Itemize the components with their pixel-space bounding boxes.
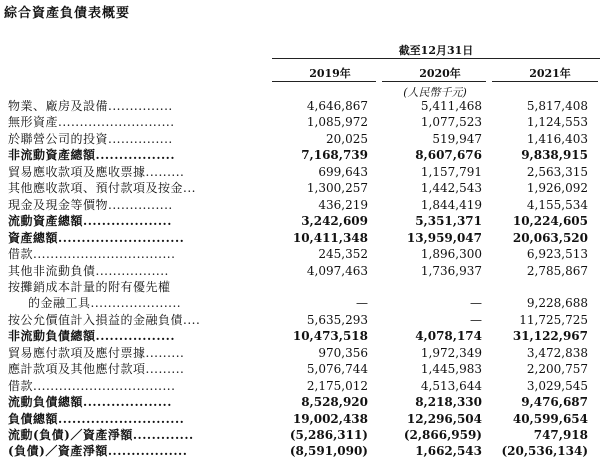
- table-row: [0, 114, 600, 130]
- leader-dots: ...........................: [58, 411, 185, 426]
- leader-dots: ...........................: [58, 230, 185, 245]
- period-rule: [272, 58, 600, 59]
- value-2021: 3,472,838: [526, 345, 588, 360]
- leader-dots: ...............: [108, 99, 173, 113]
- table-row: [0, 443, 600, 459]
- value-2021: 40,599,654: [512, 411, 588, 426]
- table-row: [0, 213, 600, 229]
- value-2020: 1,157,791: [420, 164, 482, 179]
- table-row: [0, 328, 600, 344]
- value-2020: 1,736,937: [420, 263, 482, 278]
- leader-dots: .............: [132, 428, 194, 442]
- value-2019: 1,300,257: [306, 181, 368, 196]
- leader-dots: .........: [145, 164, 185, 179]
- row-label: [8, 98, 173, 114]
- leader-dots: ...............: [108, 131, 173, 146]
- row-label-text: 現金及現金等價物: [8, 197, 109, 212]
- row-label-text: 流動資產總額: [8, 214, 84, 229]
- row-label: [8, 131, 173, 147]
- table-row: [0, 361, 600, 377]
- value-2020: 1,442,543: [420, 181, 482, 196]
- row-label: [8, 213, 172, 229]
- value-2019: 19,002,438: [292, 411, 368, 426]
- value-2019: (8,591,090): [289, 444, 368, 459]
- row-label-text: 資產總額: [8, 230, 59, 245]
- value-2021: 2,785,867: [526, 263, 588, 278]
- value-2021: 31,122,967: [512, 329, 588, 344]
- value-2019: 245,352: [318, 247, 368, 262]
- value-2020: 5,351,371: [415, 214, 482, 229]
- value-2020: 1,662,543: [415, 444, 482, 459]
- value-2021: 10,224,605: [512, 214, 588, 229]
- value-2021: 6,923,513: [526, 247, 588, 262]
- value-2019: (5,286,311): [289, 428, 368, 442]
- value-2021: (20,536,134): [501, 444, 588, 459]
- value-2020: 5,411,468: [420, 99, 482, 113]
- value-2019: 10,411,348: [292, 230, 368, 245]
- table-row: [0, 147, 600, 163]
- row-label-text: 非流動負債總額: [8, 329, 96, 344]
- table-row: [0, 427, 600, 443]
- leader-dots: .....................: [90, 296, 182, 311]
- value-2019: 2,175,012: [306, 378, 368, 393]
- table-row: [0, 180, 600, 196]
- value-2021: 4,155,534: [526, 197, 588, 212]
- row-label: [8, 443, 187, 459]
- value-2021: 2,200,757: [526, 362, 588, 377]
- row-label: [8, 361, 184, 377]
- row-label-text: 非流動資產總額: [8, 148, 96, 163]
- table-row: [0, 394, 600, 410]
- value-2021: 3,029,545: [526, 378, 588, 393]
- leader-dots: ...................: [83, 214, 172, 229]
- leader-dots: .................................: [33, 247, 176, 262]
- table-row: [0, 312, 600, 328]
- row-label: [8, 114, 175, 130]
- row-label-text: 貿易應收款項及應收票據: [8, 164, 146, 179]
- column-header-2020: 2020年: [419, 67, 461, 80]
- value-2019: —: [356, 296, 368, 311]
- value-2019: 10,473,518: [292, 329, 368, 344]
- period-header: 截至12月31日: [398, 44, 474, 57]
- row-label: [8, 312, 200, 328]
- page-title: 綜合資產負債表概要: [4, 6, 131, 21]
- value-2019: 5,076,744: [306, 362, 368, 377]
- value-2019: 4,097,463: [306, 263, 368, 278]
- row-label-text: 物業、廠房及設備: [8, 99, 109, 113]
- column-header-2019: 2019年: [309, 67, 351, 80]
- value-2020: 4,078,174: [415, 329, 482, 344]
- value-2020: —: [470, 296, 482, 311]
- column-rule-2020: [382, 81, 486, 82]
- table-row: [0, 246, 600, 262]
- table-row: [0, 230, 600, 246]
- unit-label: (人民幣千元): [403, 86, 467, 99]
- table-row: [0, 411, 600, 427]
- row-label-text: 流動(負債)／資產淨額: [8, 428, 133, 442]
- row-label: [8, 411, 184, 427]
- value-2020: 519,947: [432, 131, 482, 146]
- value-2021: 20,063,520: [512, 230, 588, 245]
- row-label: [8, 147, 175, 163]
- value-2020: 13,959,047: [406, 230, 482, 245]
- value-2019: 970,356: [318, 345, 368, 360]
- row-label: [8, 394, 172, 410]
- row-label-text: 其他非流動負債: [8, 263, 96, 278]
- table-row: [0, 164, 600, 180]
- table-row: [0, 197, 600, 213]
- row-label: [8, 230, 184, 246]
- row-label: [8, 427, 194, 443]
- leader-dots: .................: [107, 444, 188, 459]
- leader-dots: .................................: [33, 378, 176, 393]
- row-label-text: 按公允價值計入損益的金融負債: [8, 312, 184, 327]
- value-2020: 1,896,300: [420, 247, 482, 262]
- leader-dots: ...............: [108, 197, 173, 212]
- value-2021: 11,725,725: [519, 312, 588, 327]
- value-2019: 699,643: [318, 164, 368, 179]
- leader-dots: ...........................: [58, 115, 175, 130]
- value-2019: 3,242,609: [301, 214, 368, 229]
- row-label-text: 負債總額: [8, 411, 59, 426]
- value-2021: 9,228,688: [526, 296, 588, 311]
- value-2020: 1,844,419: [420, 197, 482, 212]
- column-rule-2021: [492, 81, 598, 82]
- row-label-text: 於聯營公司的投資: [8, 131, 109, 146]
- value-2020: 12,296,504: [406, 411, 482, 426]
- leader-dots: .........: [145, 362, 185, 377]
- table-row: [0, 378, 600, 394]
- table-row: [0, 345, 600, 361]
- table-row: [0, 98, 600, 114]
- column-header-2021: 2021年: [529, 67, 571, 80]
- row-label: [8, 345, 184, 361]
- value-2021: 9,838,915: [521, 148, 588, 163]
- value-2021: 1,416,403: [526, 131, 588, 146]
- row-label: [8, 197, 173, 213]
- value-2019: 1,085,972: [306, 115, 368, 130]
- leader-dots: .................: [95, 329, 176, 344]
- value-2019: 20,025: [326, 131, 368, 146]
- value-2020: 1,972,349: [420, 345, 482, 360]
- value-2019: 5,635,293: [306, 312, 368, 327]
- value-2020: —: [470, 312, 482, 327]
- leader-dots: .........: [145, 345, 185, 360]
- value-2020: (2,866,959): [403, 428, 482, 442]
- table-row: [0, 279, 600, 295]
- row-label: [28, 295, 181, 311]
- row-label-text: 流動負債總額: [8, 395, 84, 410]
- value-2020: 8,607,676: [415, 148, 482, 163]
- row-label-text: (負債)／資產淨額: [8, 444, 108, 459]
- leader-dots: ...................: [83, 395, 172, 410]
- value-2021: 1,926,092: [526, 181, 588, 196]
- row-label: [8, 279, 171, 295]
- value-2021: 9,476,687: [521, 395, 588, 410]
- row-label-text: 的金融工具: [28, 296, 91, 311]
- row-label-text: 按攤銷成本計量的附有優先權: [8, 279, 171, 294]
- leader-dots: ....: [183, 312, 201, 327]
- value-2019: 436,219: [318, 197, 368, 212]
- column-rule-2019: [272, 81, 376, 82]
- row-label: [8, 328, 175, 344]
- row-label-text: 其他應收款項、預付款項及按金: [8, 181, 184, 196]
- value-2020: 1,077,523: [420, 115, 482, 130]
- leader-dots: .................: [95, 148, 176, 163]
- value-2019: 7,168,739: [301, 148, 368, 163]
- row-label-text: 借款: [8, 247, 34, 262]
- row-label: [8, 164, 184, 180]
- row-label: [8, 263, 169, 279]
- row-label-text: 貿易應付款項及應付票據: [8, 345, 146, 360]
- value-2021: 747,918: [533, 428, 588, 442]
- row-label-text: 應計款項及其他應付款項: [8, 362, 146, 377]
- value-2021: 2,563,315: [526, 164, 588, 179]
- table-row: [0, 295, 600, 311]
- table-row: [0, 263, 600, 279]
- value-2020: 1,445,983: [420, 362, 482, 377]
- row-label: [8, 180, 196, 196]
- value-2021: 1,124,553: [526, 115, 588, 130]
- row-label-text: 借款: [8, 378, 34, 393]
- value-2019: 8,528,920: [301, 395, 368, 410]
- row-label: [8, 378, 175, 394]
- value-2020: 8,218,330: [415, 395, 482, 410]
- value-2019: 4,646,867: [306, 99, 368, 113]
- row-label: [8, 246, 175, 262]
- value-2021: 5,817,408: [526, 99, 588, 113]
- value-2020: 4,513,644: [420, 378, 482, 393]
- leader-dots: ...: [183, 181, 196, 196]
- leader-dots: .................: [95, 263, 169, 278]
- row-label-text: 無形資產: [8, 115, 59, 130]
- table-row: [0, 131, 600, 147]
